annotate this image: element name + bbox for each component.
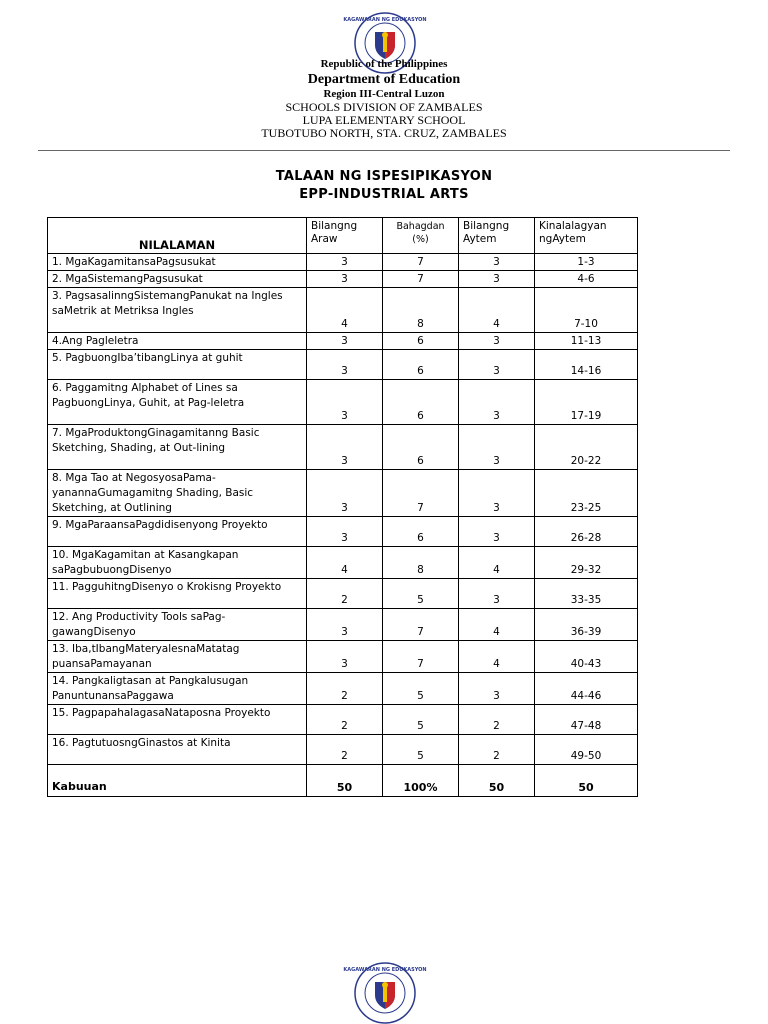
percent-cell: 5 — [383, 673, 459, 705]
placement-cell: 17-19 — [535, 380, 638, 425]
days-cell: 3 — [307, 609, 383, 641]
placement-cell: 7-10 — [535, 288, 638, 333]
days-cell: 2 — [307, 673, 383, 705]
placement-cell: 20-22 — [535, 425, 638, 470]
total-percent: 100% — [383, 765, 459, 797]
placement-cell: 11-13 — [535, 333, 638, 350]
col-header-content: NILALAMAN — [48, 218, 307, 254]
percent-cell: 6 — [383, 517, 459, 547]
division-line: SCHOOLS DIVISION OF ZAMBALES — [285, 100, 483, 114]
topic-cell: 3. PagsasalinngSistemangPanukat na Ingles saMetrik at Metriksa Ingles — [48, 288, 307, 333]
percent-cell: 8 — [383, 547, 459, 579]
table-row — [48, 271, 638, 288]
table-row — [48, 641, 638, 673]
days-cell: 2 — [307, 735, 383, 765]
topic-cell: 13. Iba,tIbangMateryalesnaMatatag puansaPamayanan — [48, 641, 307, 673]
topic-cell: 1. MgaKagamitansaPagsusukat — [48, 254, 307, 271]
percent-cell: 8 — [383, 288, 459, 333]
days-cell: 2 — [307, 705, 383, 735]
col-header-placement: Kinalalagyan ngAytem — [535, 218, 638, 254]
placement-cell: 1-3 — [535, 254, 638, 271]
topic-cell: 5. PagbuongIba’tibangLinya at guhit — [48, 350, 307, 380]
topic-cell: 12. Ang Productivity Tools saPag-gawangDisenyo — [48, 609, 307, 641]
table-row — [48, 735, 638, 765]
percent-cell: 6 — [383, 350, 459, 380]
placement-cell: 26-28 — [535, 517, 638, 547]
table-row — [48, 425, 638, 470]
placement-cell: 4-6 — [535, 271, 638, 288]
items-cell: 3 — [459, 380, 535, 425]
placement-cell: 49-50 — [535, 735, 638, 765]
svg-text:KAGAWARAN NG EDUKASYON: KAGAWARAN NG EDUKASYON — [343, 17, 427, 23]
items-cell: 4 — [459, 609, 535, 641]
days-cell: 3 — [307, 641, 383, 673]
days-cell: 4 — [307, 288, 383, 333]
deped-seal-footer-logo — [343, 962, 427, 1024]
days-cell: 2 — [307, 579, 383, 609]
table-row — [48, 705, 638, 735]
topic-cell: 10. MgaKagamitan at Kasangkapan saPagbubuongDisenyo — [48, 547, 307, 579]
items-cell: 3 — [459, 673, 535, 705]
total-row — [48, 765, 638, 797]
percent-cell: 5 — [383, 579, 459, 609]
header-divider — [38, 150, 730, 151]
school-line: LUPA ELEMENTARY SCHOOL — [302, 113, 466, 127]
items-cell: 3 — [459, 579, 535, 609]
items-cell: 3 — [459, 333, 535, 350]
days-cell: 3 — [307, 470, 383, 517]
republic-line: Republic of the Philippines — [320, 58, 448, 70]
total-days: 50 — [307, 765, 383, 797]
table-row — [48, 673, 638, 705]
placement-cell: 44-46 — [535, 673, 638, 705]
percent-cell: 6 — [383, 380, 459, 425]
placement-cell: 40-43 — [535, 641, 638, 673]
topic-cell: 15. PagpapahalagasaNataposna Proyekto — [48, 705, 307, 735]
percent-cell: 7 — [383, 254, 459, 271]
items-cell: 3 — [459, 254, 535, 271]
percent-cell: 7 — [383, 271, 459, 288]
table-row — [48, 288, 638, 333]
percent-cell: 5 — [383, 735, 459, 765]
document-title — [0, 168, 768, 204]
items-cell: 3 — [459, 517, 535, 547]
col-header-days: Bilangng Araw — [307, 218, 383, 254]
days-cell: 3 — [307, 350, 383, 380]
address-line: TUBOTUBO NORTH, STA. CRUZ, ZAMBALES — [261, 126, 507, 140]
topic-cell: 14. Pangkaligtasan at Pangkalusugan PanuntunansaPaggawa — [48, 673, 307, 705]
topic-cell: 7. MgaProduktongGinagamitanng Basic Sketching, Shading, at Out-lining — [48, 425, 307, 470]
items-cell: 3 — [459, 350, 535, 380]
items-cell: 3 — [459, 271, 535, 288]
title-line-1: TALAAN NG ISPESIPIKASYON — [275, 169, 493, 184]
topic-cell: 9. MgaParaansaPagdidisenyong Proyekto — [48, 517, 307, 547]
table-row — [48, 470, 638, 517]
days-cell: 3 — [307, 425, 383, 470]
letterhead — [0, 58, 768, 140]
table-row — [48, 350, 638, 380]
items-cell: 3 — [459, 470, 535, 517]
items-cell: 2 — [459, 705, 535, 735]
days-cell: 3 — [307, 333, 383, 350]
items-cell: 4 — [459, 641, 535, 673]
placement-cell: 47-48 — [535, 705, 638, 735]
days-cell: 4 — [307, 547, 383, 579]
title-line-2: EPP-INDUSTRIAL ARTS — [299, 187, 469, 202]
table-row — [48, 380, 638, 425]
items-cell: 4 — [459, 288, 535, 333]
topic-cell: 6. Paggamitng Alphabet of Lines sa PagbuongLinya, Guhit, at Pag-leletra — [48, 380, 307, 425]
items-cell: 3 — [459, 425, 535, 470]
days-cell: 3 — [307, 271, 383, 288]
percent-cell: 6 — [383, 333, 459, 350]
table-row — [48, 609, 638, 641]
percent-cell: 7 — [383, 641, 459, 673]
days-cell: 3 — [307, 517, 383, 547]
table-row — [48, 579, 638, 609]
col-header-items: Bilangng Aytem — [459, 218, 535, 254]
specification-table — [47, 217, 638, 797]
placement-cell: 23-25 — [535, 470, 638, 517]
days-cell: 3 — [307, 254, 383, 271]
table-row — [48, 547, 638, 579]
svg-text:KAGAWARAN NG EDUKASYON: KAGAWARAN NG EDUKASYON — [343, 967, 427, 973]
percent-cell: 6 — [383, 425, 459, 470]
percent-cell: 7 — [383, 470, 459, 517]
items-cell: 4 — [459, 547, 535, 579]
items-cell: 2 — [459, 735, 535, 765]
region-line: Region III-Central Luzon — [323, 88, 445, 100]
department-line: Department of Education — [307, 72, 461, 87]
days-cell: 3 — [307, 380, 383, 425]
table-row — [48, 254, 638, 271]
percent-cell: 5 — [383, 705, 459, 735]
topic-cell: 4.Ang Pagleletra — [48, 333, 307, 350]
total-label: Kabuuan — [48, 765, 307, 797]
table-header-row — [48, 218, 638, 254]
col-header-percent: Bahagdan (%) — [383, 218, 459, 254]
percent-cell: 7 — [383, 609, 459, 641]
topic-cell: 16. PagtutuosngGinastos at Kinita — [48, 735, 307, 765]
topic-cell: 2. MgaSistemangPagsusukat — [48, 271, 307, 288]
topic-cell: 11. PagguhitngDisenyo o Krokisng Proyekto — [48, 579, 307, 609]
placement-cell: 14-16 — [535, 350, 638, 380]
total-placement: 50 — [535, 765, 638, 797]
placement-cell: 36-39 — [535, 609, 638, 641]
total-items: 50 — [459, 765, 535, 797]
placement-cell: 33-35 — [535, 579, 638, 609]
table-row — [48, 333, 638, 350]
topic-cell: 8. Mga Tao at NegosyosaPama-yanannaGumagamitng Shading, Basic Sketching, at Outlining — [48, 470, 307, 517]
placement-cell: 29-32 — [535, 547, 638, 579]
table-row — [48, 517, 638, 547]
